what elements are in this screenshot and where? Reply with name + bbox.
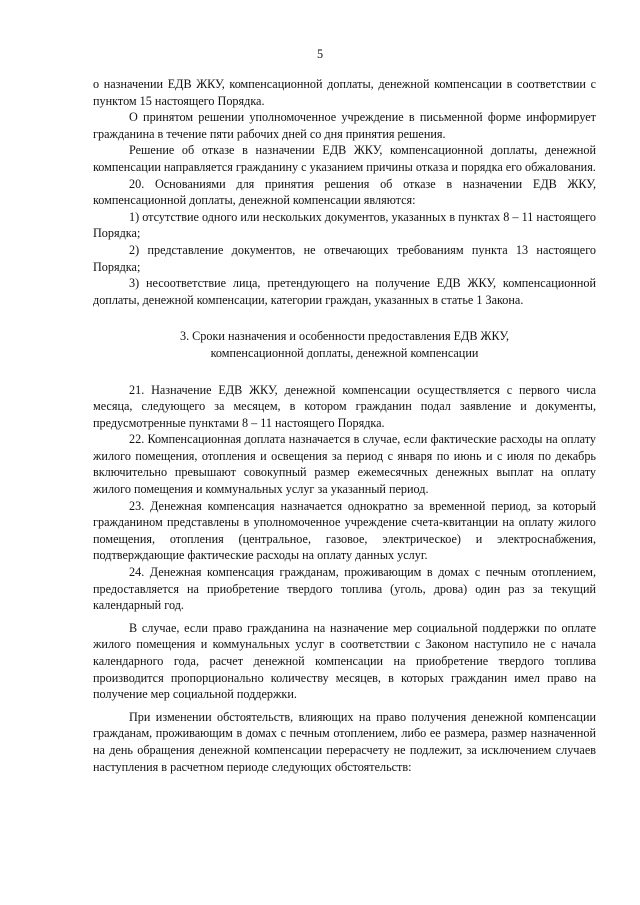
paragraph: 22. Компенсационная доплата назначается в случае, если фактические расходы на оплату жилого помещения, отопления и освещения за период с января по июнь и с июля по декабрь включительно превышают совокупный размер ежемесячных денежных выплат на оплату жилого помещения и коммунальных услуг за указанный период. — [93, 432, 596, 497]
section-heading-line: компенсационной доплаты, денежной компенсации — [210, 345, 479, 360]
section-heading — [93, 328, 596, 361]
document-body — [93, 76, 596, 775]
list-item: 1) отсутствие одного или нескольких документов, указанных в пунктах 8 – 11 настоящего Порядка; — [93, 209, 596, 241]
section-intro — [93, 76, 596, 308]
paragraph: Решение об отказе в назначении ЕДВ ЖКУ, компенсационной доплаты, денежной компенсации направляется гражданину с указанием причины отказа и порядка его обжалования. — [93, 143, 596, 174]
section-heading-line: 3. Сроки назначения и особенности предоставления ЕДВ ЖКУ, — [179, 329, 510, 344]
list-item: 3) несоответствие лица, претендующего на получение ЕДВ ЖКУ, компенсационной доплаты, денежной компенсации, категории граждан, указанных в статье 1 Закона. — [93, 276, 596, 307]
paragraph: О принятом решении уполномоченное учреждение в письменной форме информирует гражданина в течение пяти рабочих дней со дня принятия решения. — [93, 110, 596, 141]
paragraph: 21. Назначение ЕДВ ЖКУ, денежной компенсации осуществляется с первого числа месяца, следующего за месяцем, в котором гражданин подал заявление и документы, предусмотренные пунктами 8 – 11 настоящего Порядка. — [93, 382, 596, 430]
paragraph: 23. Денежная компенсация назначается однократно за временной период, за который гражданином представлены в уполномоченное учреждение счета-квитанции на оплату жилого помещения, отопления (центральное, газовое, электрическое) и электроснабжения, подтверждающие фактические расходы на оплату данных услуг. — [93, 498, 596, 563]
paragraph: 20. Основаниями для принятия решения об отказе в назначении ЕДВ ЖКУ, компенсационной доплаты, денежной компенсации являются: — [93, 176, 596, 208]
paragraph: При изменении обстоятельств, влияющих на право получения денежной компенсации гражданам, проживающим в домах с печным отоплением, либо ее размера, размер назначенной на день обращения денежной компенсации перерасчету не подлежит, за исключением случаев наступления в расчетном периоде следующих обстоятельств: — [93, 709, 596, 774]
paragraph: 24. Денежная компенсация гражданам, проживающим в домах с печным отоплением, предоставляется на приобретение твердого топлива (уголь, дрова) один раз за текущий календарный год. — [93, 565, 596, 613]
section-3-content — [93, 382, 596, 776]
paragraph: о назначении ЕДВ ЖКУ, компенсационной доплаты, денежной компенсации в соответствии с пунктом 15 настоящего Порядка. — [93, 77, 596, 108]
paragraph: В случае, если право гражданина на назначение мер социальной поддержки по оплате жилого помещения и коммунальных услуг в соответствии с Законом наступило не с начала календарного года, расчет денежной компенсации на приобретение твердого топлива производится пропорционально количеству месяцев, в которых гражданин имел право на получение мер социальной поддержки. — [93, 620, 596, 702]
list-item: 2) представление документов, не отвечающих требованиям пункта 13 настоящего Порядка; — [93, 242, 596, 274]
page-number: 5 — [316, 47, 324, 61]
